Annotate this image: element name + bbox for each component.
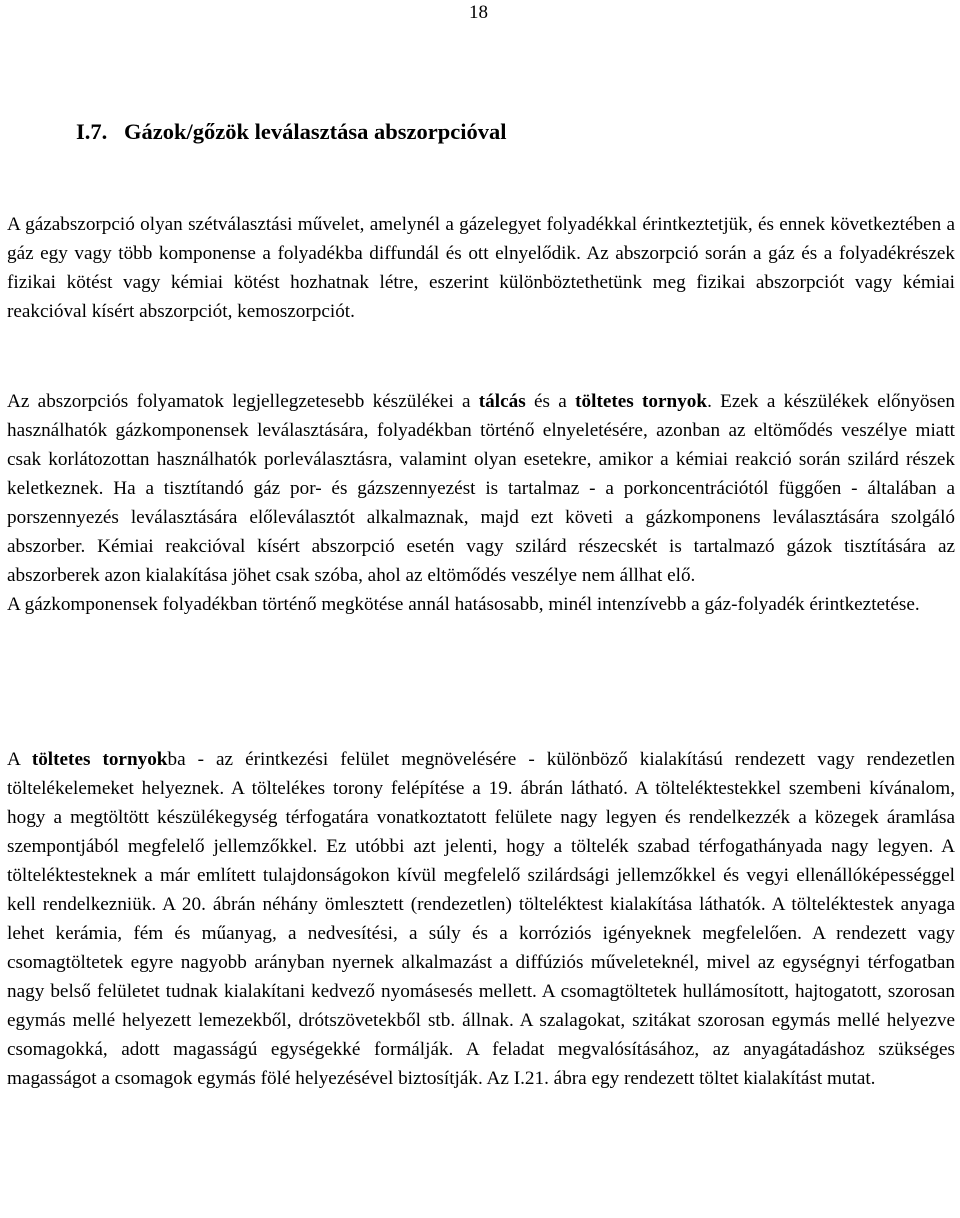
- text-run: Az abszorpciós folyamatok legjellegzetesebb készülékei a: [7, 391, 479, 412]
- paragraph-devices: [7, 387, 955, 619]
- section-heading: [76, 118, 506, 146]
- paragraph-intro-text: A gázabszorpció olyan szétválasztási művelet, amelynél a gázelegyet folyadékkal érintkeztetjük, és ennek következtében a gáz egy vagy több komponense a folyadékba diffundál és ott elnyelődik. Az abszorpció során a gáz és a folyadékrészek fizikai kötést vagy kémiai kötést hozhatnak létre, eszerint különböztethetünk meg fizikai abszorpciót vagy kémiai reakcióval kísért abszorpciót, kemoszorpciót.: [7, 214, 955, 322]
- page-number: 18: [469, 2, 488, 23]
- section-title: Gázok/gőzök leválasztása abszorpcióval: [124, 119, 507, 144]
- text-run: ba - az érintkezési felület megnövelésére - különböző kialakítású rendezett vagy rendezetlen töltelékelemeket helyeznek. A töltelékes torony felépítése a 19. ábrán látható. A tölteléktestekkel szembeni kívánalom, hogy a megtöltött készülékegység térfogatára vonatkoztatott felülete nagy legyen és rendelkezzék a közegek áramlása szempontjából megfelelő jellemzőkkel. Ez utóbbi azt jelenti, hogy a töltelék szabad térfogathányada nagy legyen. A tölteléktesteknek a már említett tulajdonságokon kívül megfelelő szilárdsági jellemzőkkel és vegyi ellenállóképességgel kell rendelkezniük. A 20. ábrán néhány ömlesztett (rendezetlen) tölteléktest kialakítása láthatók. A tölteléktestek anyaga lehet kerámia, fém és műanyag, a nedvesítési, a súly és a korróziós igényeknek megfelelően. A rendezett vagy csomagtöltetek egyre nagyobb arányban nyernek alkalmazást a diffúziós műveleteknél, mivel az egységnyi térfogatban nagy belső felületet tudnak kialakítani kedvező nyomásesés mellett. A csomagtöltetek hullámosított, hajtogatott, szorosan egymás mellé helyezett lemezekből, drótszövetekből stb. állnak. A szalagokat, szitákat szorosan egymás mellé helyezve csomagokká, adott magasságú egységekké formálják. A feladat megvalósításához, az anyagátadáshoz szükséges magasságot a csomagok egymás fölé helyezésével biztosítják. Az I.21. ábra egy rendezett töltet kialakítást mutat.: [7, 749, 955, 1089]
- text-run: A: [7, 749, 32, 770]
- text-run: és a: [525, 391, 576, 412]
- paragraph-intro: [7, 210, 955, 326]
- paragraph-contact-text: A gázkomponensek folyadékban történő megkötése annál hatásosabb, minél intenzívebb a gáz-folyadék érintkeztetése.: [7, 594, 920, 615]
- text-run: . Ezek a készülékek előnyösen használhatók gázkomponensek leválasztására, folyadékban történő elnyeletésére, azonban az eltömődés veszélye miatt csak korlátozottan használhatók porleválasztásra, valamint olyan esetekre, amikor a kémiai reakció során szilárd részek keletkeznek. Ha a tisztítandó gáz por- és gázszennyezést is tartalmaz - a porkoncentrációtól függően - általában a porszennyezés leválasztására előleválasztót alkalmaznak, majd ezt követi a gázkomponens leválasztására szolgáló abszorber. Kémiai reakcióval kísért abszorpció esetén vagy szilárd részecskét is tartalmazó gázok tisztítására az abszorberek azon kialakítása jöhet csak szóba, ahol az eltömődés veszélye nem állhat elő.: [7, 391, 956, 586]
- paragraph-packed-towers: [7, 745, 955, 1093]
- paragraph-packed-towers-text: [7, 745, 955, 1093]
- bold-term-tray: tálcás: [478, 391, 526, 412]
- section-number: I.7.: [76, 119, 108, 144]
- bold-term-packed-towers-2: töltetes tornyok: [31, 749, 168, 770]
- bold-term-packed-towers: töltetes tornyok: [575, 391, 708, 412]
- paragraph-devices-text: [7, 387, 955, 590]
